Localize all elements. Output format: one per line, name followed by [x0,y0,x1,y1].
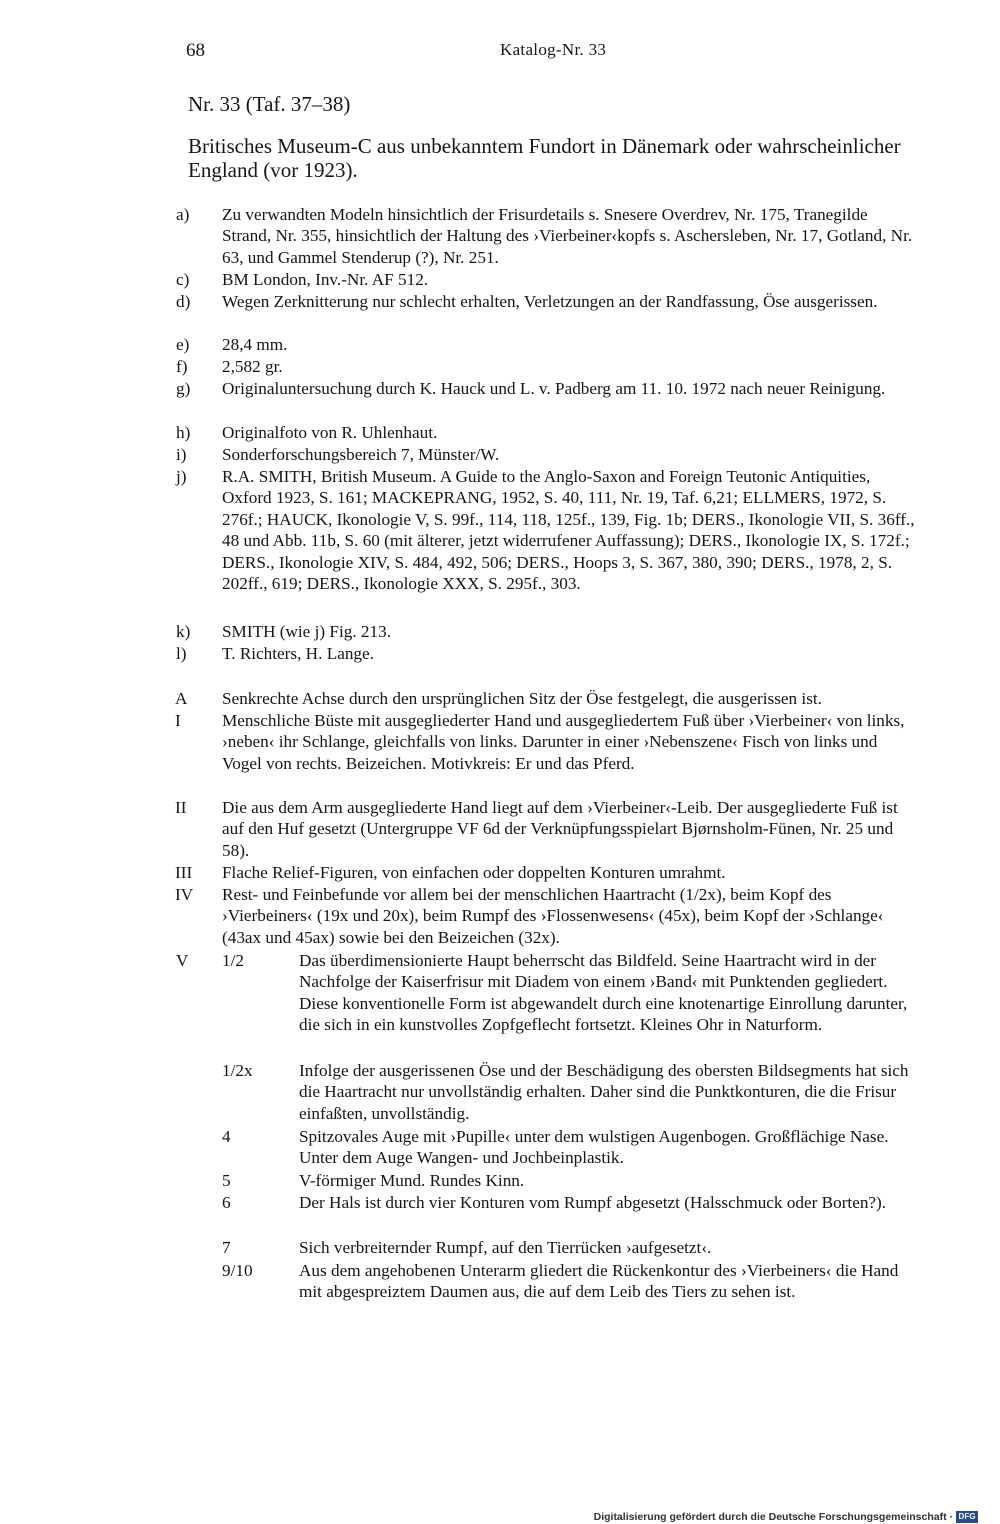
item-key: g) [176,379,191,398]
section-key: V [176,951,189,970]
entry-number: 7 [222,1238,231,1257]
entry-number: 6 [222,1193,231,1212]
item-text: SMITH (wie j) Fig. 213. [222,622,392,641]
entry-title: Nr. 33 (Taf. 37–38) [188,92,351,116]
item-key: e) [176,335,190,354]
item-text: Originaluntersuchung durch K. Hauck und L. v. Padberg am 11. 10. 1972 nach neuer Reinigung. [222,379,886,398]
section-text: Flache Relief-Figuren, von einfachen oder doppelten Konturen umrahmt. [222,863,726,882]
item-text: BM London, Inv.-Nr. AF 512. [222,270,429,289]
section-text: Menschliche Büste mit ausgegliederter Hand und ausgegliedertem Fuß über ›Vierbeiner‹ von links, ›neben‹ ihr Schlange, gleichfalls von links. Darunter in einer ›Nebenszene‹ Fisch von links und Vogel von rechts. Beizeichen. Motivkreis: Er und das Pferd. [222,711,905,773]
item-text: T. Richters, H. Lange. [222,644,374,663]
entry-intro: Britisches Museum-C aus unbekanntem Fundort in Dänemark oder wahrscheinlicher England (vor 1923). [188,134,901,182]
section-text: Die aus dem Arm ausgegliederte Hand liegt auf dem ›Vierbeiner‹-Leib. Der ausgegliederte Fuß ist auf den Huf gesetzt (Untergruppe VF 6d der Verknüpfungsspielart Bjørnsholm-Fünen, Nr. 25 und 58). [222,798,898,860]
item-text: 28,4 mm. [222,335,288,354]
entry-text: Der Hals ist durch vier Konturen vom Rumpf abgesetzt (Halsschmuck oder Borten?). [299,1193,887,1212]
item-text: Zu verwandten Modeln hinsichtlich der Frisurdetails s. Snesere Overdrev, Nr. 175, Tranegilde Strand, Nr. 355, hinsichtlich der Haltung des ›Vierbeiner‹kopfs s. Aschersleben, Nr. 17, Gotland, Nr. 63, und Gammel Stenderup (?), Nr. 251. [222,205,913,267]
entry-text: Sich verbreiternder Rumpf, auf den Tierrücken ›aufgesetzt‹. [299,1238,712,1257]
running-header: Katalog-Nr. 33 [500,40,607,59]
item-key: d) [176,292,191,311]
section-key: I [175,711,181,730]
section-key: III [175,863,193,882]
item-text: Sonderforschungsbereich 7, Münster/W. [222,445,500,464]
item-key: l) [176,644,187,663]
item-key: j) [176,467,187,486]
entry-number: 9/10 [222,1261,253,1280]
entry-number: 4 [222,1127,231,1146]
dfg-logo: DFG [956,1511,978,1523]
page-number: 68 [186,40,205,61]
entry-text: V-förmiger Mund. Rundes Kinn. [299,1171,525,1190]
item-key: c) [176,270,190,289]
section-key: II [175,798,187,817]
item-text: Originalfoto von R. Uhlenhaut. [222,423,438,442]
entry-text: Aus dem angehobenen Unterarm gliedert die Rückenkontur des ›Vierbeiners‹ die Hand mit abgespreiztem Daumen aus, die auf dem Leib des Tiers zu sehen ist. [299,1261,899,1302]
entry-text: Das überdimensionierte Haupt beherrscht das Bildfeld. Seine Haartracht wird in der Nachfolge der Kaiserfrisur mit Diadem von einem ›Band‹ mit Punktenden gegliedert. Diese konventionelle Form ist abgewandelt durch eine knotenartige Einrollung darunter, die sich in ein kunstvolles Zopfgeflecht fortsetzt. Kleines Ohr in Naturform. [299,951,908,1035]
section-key: A [175,689,188,708]
credit-text: Digitalisierung gefördert durch die Deutsche Forschungsgemeinschaft · [593,1511,953,1523]
entry-number: 1/2x [222,1061,253,1080]
item-key: h) [176,423,191,442]
section-text: Rest- und Feinbefunde vor allem bei der menschlichen Haartracht (1/2x), beim Kopf des ›Vierbeiners‹ (19x und 20x), beim Rumpf des ›Flossenwesens‹ (45x), beim Kopf der ›Schlange‹ (43ax und 45ax) sowie bei den Beizeichen (32x). [222,885,884,947]
item-text: Wegen Zerknitterung nur schlecht erhalten, Verletzungen an der Randfassung, Öse ausgerissen. [222,292,878,311]
item-text: R.A. SMITH, British Museum. A Guide to the Anglo-Saxon and Foreign Teutonic Antiquities, Oxford 1923, S. 161; MACKEPRANG, 1952, S. 40, 111, Nr. 19, Taf. 6,21; ELLMERS, 1972, S. 276f.; HAUCK, Ikonologie V, S. 99f., 114, 118, 125f., 139, Fig. 1b; DERS., Ikonologie VII, S. 36ff., 48 und Abb. 11b, S. 60 (mit älterer, jetzt widerrufener Auffassung); DERS., Ikonologie IX, S. 172f.; DERS., Ikonologie XIV, S. 484, 492, 506; DERS., Hoops 3, S. 367, 380, 390; DERS., 1978, 2, S. 202ff., 619; DERS., Ikonologie XXX, S. 295f., 303. [222,467,915,594]
section-key: IV [175,885,194,904]
entry-text: Spitzovales Auge mit ›Pupille‹ unter dem wulstigen Augenbogen. Großflächige Nase. Unter dem Auge Wangen- und Jochbeinplastik. [299,1127,889,1168]
entry-text: Infolge der ausgerissenen Öse und der Beschädigung des obersten Bildsegments hat sich die Haartracht nur unvollständig erhalten. Daher sind die Punktkonturen, die die Frisur einfaßten, unvollständig. [299,1061,909,1123]
item-text: 2,582 gr. [222,357,283,376]
item-key: f) [176,357,188,376]
digitization-credit [594,1510,978,1524]
item-key: a) [176,205,190,224]
entry-number: 1/2 [222,951,244,970]
item-key: i) [176,445,187,464]
item-key: k) [176,622,191,641]
section-text: Senkrechte Achse durch den ursprünglichen Sitz der Öse festgelegt, die ausgerissen ist. [222,689,822,708]
entry-number: 5 [222,1171,231,1190]
